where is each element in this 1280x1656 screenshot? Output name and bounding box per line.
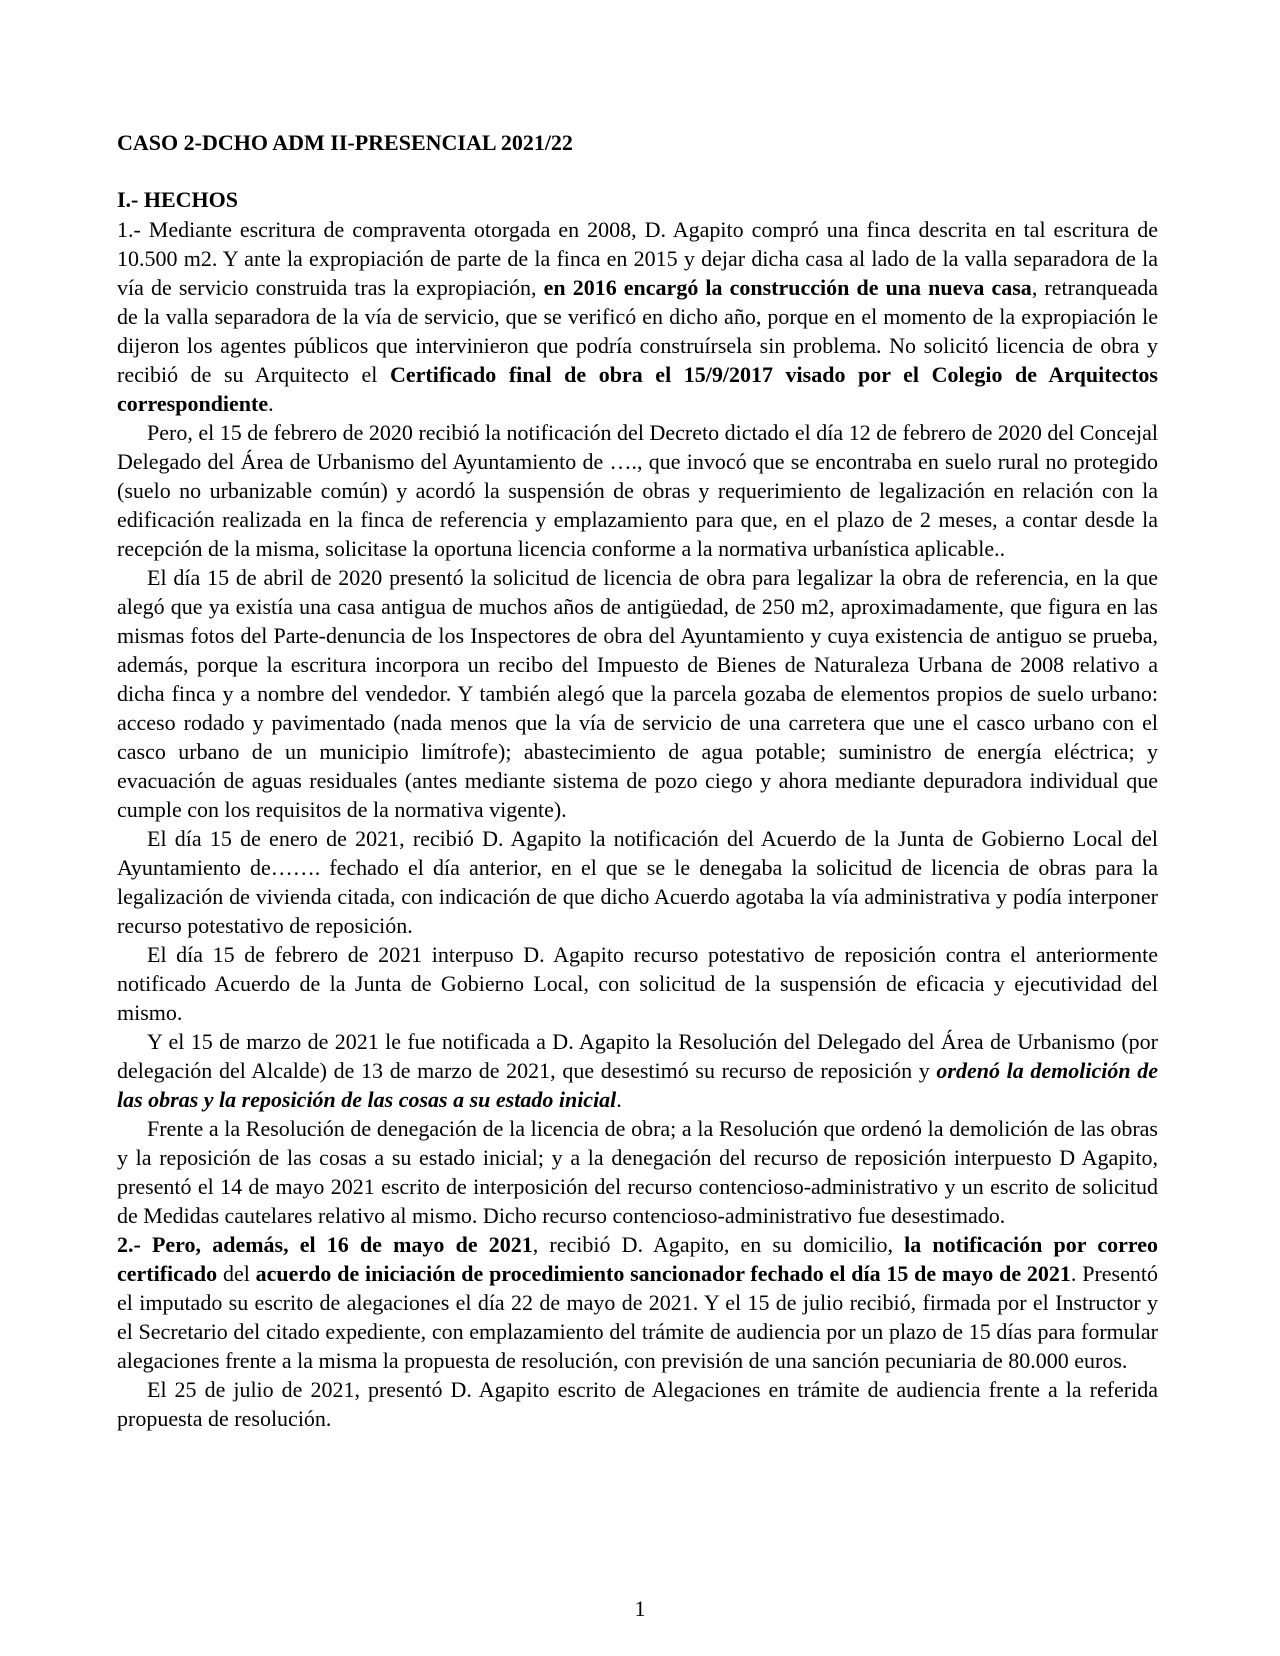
- paragraph-1-text-3: .: [268, 391, 274, 416]
- paragraph-9: El 25 de julio de 2021, presentó D. Agapito escrito de Alegaciones en trámite de audiencia frente a la referida propuesta de resolución.: [117, 1377, 1158, 1431]
- paragraph-1-text-1: 1.- Mediante escritura de compraventa otorgada en 2008, D. Agapito compró una finca descrita en tal escritura de 10.500 m2. Y ante la expropiación de parte de la finca en 2015 y dejar dicha casa al lado de la valla separadora de la vía de servicio construida tras la expropiación,: [117, 217, 1158, 300]
- page-number: 1: [634, 1596, 646, 1621]
- paragraph-8-text-1: , recibió D. Agapito, en su domicilio,: [532, 1232, 905, 1257]
- paragraph-8-text-2: del: [217, 1261, 256, 1286]
- paragraph-2: Pero, el 15 de febrero de 2020 recibió la notificación del Decreto dictado el día 12 de febrero de 2020 del Concejal Delegado del Área de Urbanismo del Ayuntamiento de …., que invocó que se encontraba en suelo rural no protegido (suelo no urbanizable común) y acordó la suspensión de obras y requerimiento de legalización en relación con la edificación realizada en la finca de referencia y emplazamiento para que, en el plazo de 2 meses, a contar desde la recepción de la misma, solicitase la oportuna licencia conforme a la normativa urbanística aplicable..: [117, 420, 1158, 561]
- paragraph-8-bold-1: 2.- Pero, además, el 16 de mayo de 2021: [117, 1232, 533, 1257]
- paragraph-1: [117, 215, 1158, 418]
- document-page: [117, 128, 1158, 1433]
- paragraph-8-bold-2: la notificación por correo certificado: [117, 1232, 1158, 1286]
- paragraph-6-text-2: .: [616, 1087, 622, 1112]
- paragraph-8-text-3: . Presentó el imputado su escrito de alegaciones el día 22 de mayo de 2021. Y el 15 de julio recibió, firmada por el Instructor y el Secretario del citado expediente, con emplazamiento del trámite de audiencia por un plazo de 15 días para formular alegaciones frente a la misma la propuesta de resolución, con previsión de una sanción pecuniaria de 80.000 euros.: [117, 1261, 1158, 1373]
- paragraph-6-bold-italic: ordenó la demolición de las obras y la reposición de las cosas a su estado inicial: [117, 1058, 1159, 1112]
- document-title: CASO 2-DCHO ADM II-PRESENCIAL 2021/22: [117, 130, 573, 155]
- paragraph-1-bold-2: Certificado final de obra el 15/9/2017 visado por el Colegio de Arquitectos correspondiente: [117, 362, 1158, 416]
- paragraph-8-bold-3: acuerdo de iniciación de procedimiento sancionador fechado el día 15 de mayo de 2021: [255, 1261, 1071, 1286]
- paragraph-4: El día 15 de enero de 2021, recibió D. Agapito la notificación del Acuerdo de la Junta de Gobierno Local del Ayuntamiento de……. fechado el día anterior, en el que se le denegaba la solicitud de licencia de obras para la legalización de vivienda citada, con indicación de que dicho Acuerdo agotaba la vía administrativa y podía interponer recurso potestativo de reposición.: [117, 826, 1158, 938]
- paragraph-6: [117, 1027, 1158, 1114]
- paragraph-1-bold-1: en 2016 encargó la construcción de una nueva casa: [543, 275, 1032, 300]
- section-heading-hechos: I.- HECHOS: [117, 187, 239, 212]
- paragraph-1-text-2: , retranqueada de la valla separadora de la vía de servicio, que se verificó en dicho año, porque en el momento de la expropiación le dijeron los agentes públicos que intervinieron que podría construírsela sin problema. No solicitó licencia de obra y recibió de su Arquitecto el: [117, 275, 1158, 387]
- paragraph-5: El día 15 de febrero de 2021 interpuso D. Agapito recurso potestativo de reposición contra el anteriormente notificado Acuerdo de la Junta de Gobierno Local, con solicitud de la suspensión de eficacia y ejecutividad del mismo.: [117, 942, 1158, 1025]
- paragraph-3: El día 15 de abril de 2020 presentó la solicitud de licencia de obra para legalizar la obra de referencia, en la que alegó que ya existía una casa antigua de muchos años de antigüedad, de 250 m2, aproximadamente, que figura en las mismas fotos del Parte-denuncia de los Inspectores de obra del Ayuntamiento y cuya existencia de antiguo se prueba, además, porque la escritura incorpora un recibo del Impuesto de Bienes de Naturaleza Urbana de 2008 relativo a dicha finca y a nombre del vendedor. Y también alegó que la parcela gozaba de elementos propios de suelo urbano: acceso rodado y pavimentado (nada menos que la vía de servicio de una carretera que une el casco urbano con el casco urbano de un municipio limítrofe); abastecimiento de agua potable; suministro de energía eléctrica; y evacuación de aguas residuales (antes mediante sistema de pozo ciego y ahora mediante depuradora individual que cumple con los requisitos de la normativa vigente).: [117, 565, 1158, 822]
- paragraph-7: Frente a la Resolución de denegación de la licencia de obra; a la Resolución que ordenó la demolición de las obras y la reposición de las cosas a su estado inicial; y a la denegación del recurso de reposición interpuesto D Agapito, presentó el 14 de mayo 2021 escrito de interposición del recurso contencioso-administrativo y un escrito de solicitud de Medidas cautelares relativo al mismo. Dicho recurso contencioso-administrativo fue desestimado.: [117, 1116, 1158, 1228]
- paragraph-6-text-1: Y el 15 de marzo de 2021 le fue notificada a D. Agapito la Resolución del Delegado del Área de Urbanismo (por delegación del Alcalde) de 13 de marzo de 2021, que desestimó su recurso de reposición y: [117, 1029, 1158, 1083]
- paragraph-8: [117, 1230, 1158, 1375]
